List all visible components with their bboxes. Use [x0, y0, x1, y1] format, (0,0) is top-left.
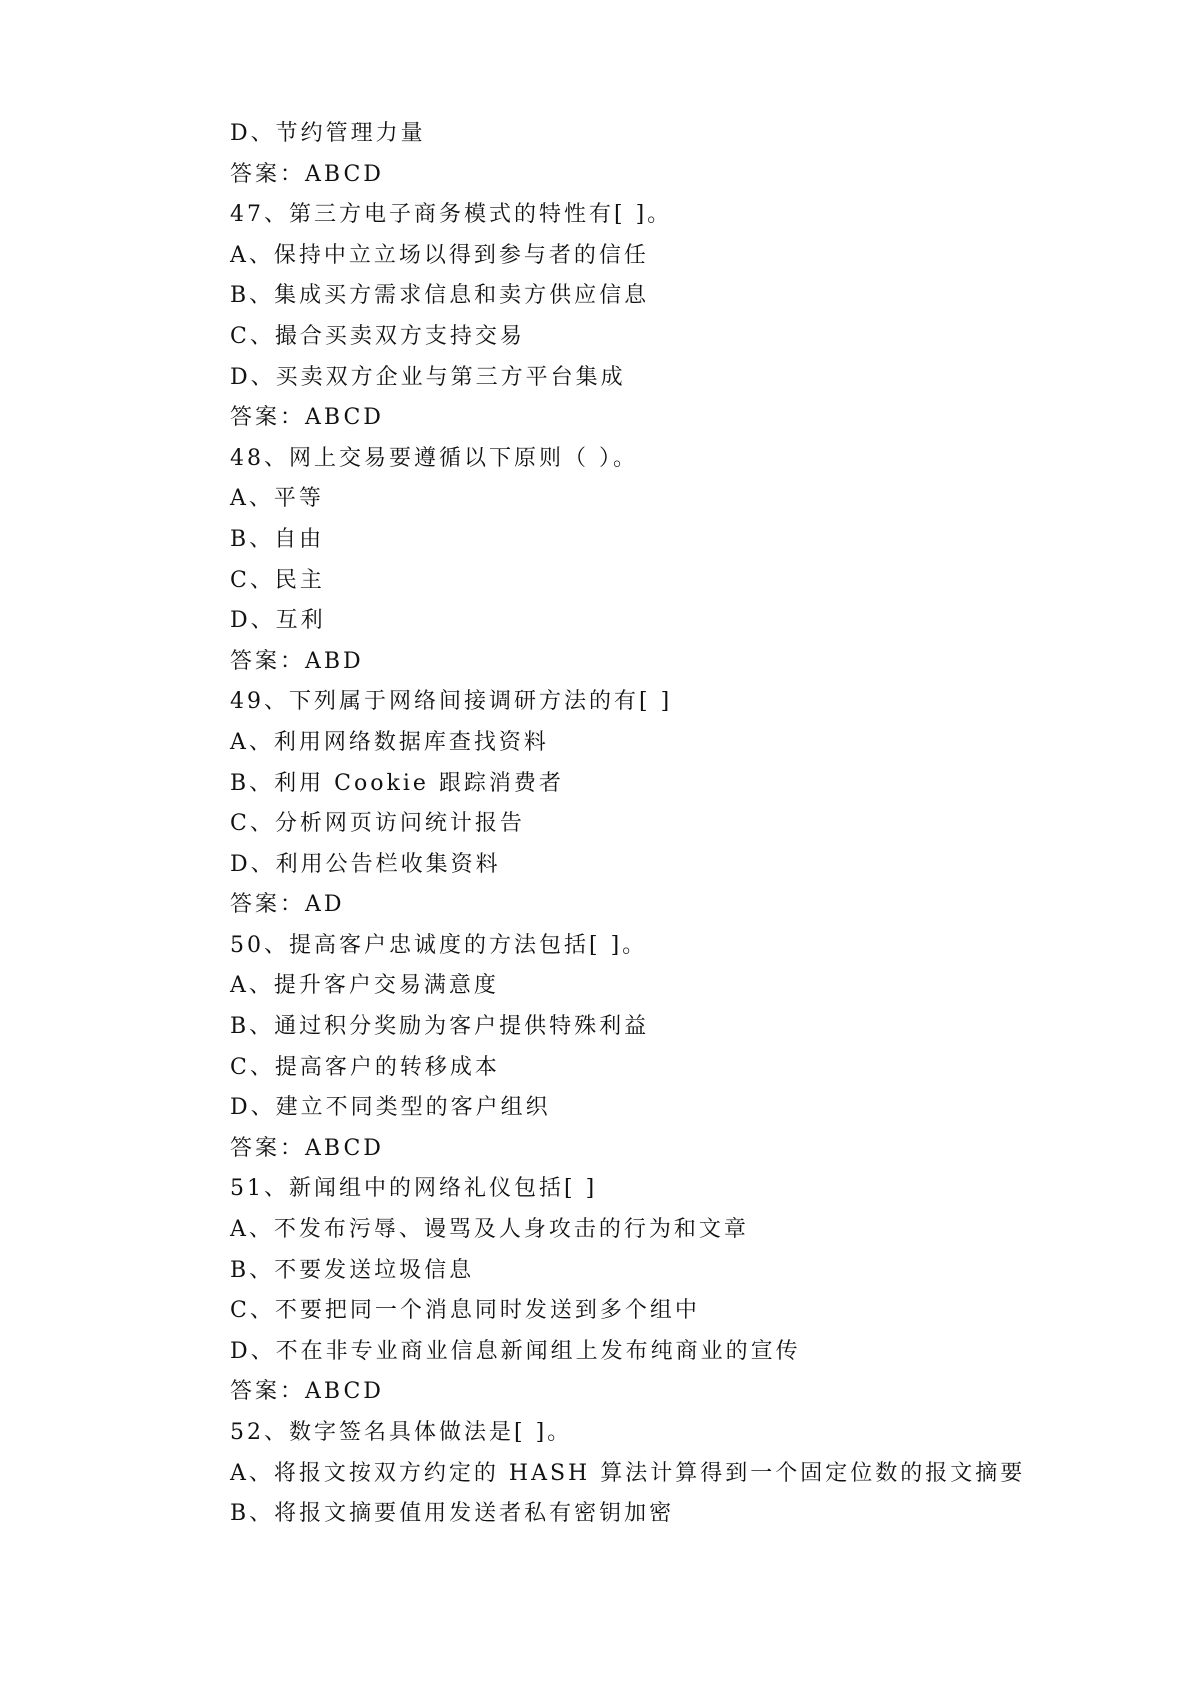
- option-line: A、平等: [230, 486, 324, 512]
- option-line: A、不发布污辱、谩骂及人身攻击的行为和文章: [230, 1217, 749, 1243]
- option-line: D、节约管理力量: [230, 121, 426, 146]
- question-line: 51、新闻组中的网络礼仪包括[ ]: [230, 1176, 598, 1202]
- option-line: D、互利: [230, 608, 326, 634]
- option-line: A、利用网络数据库查找资料: [230, 729, 549, 755]
- option-line: A、将报文按双方约定的 HASH 算法计算得到一个固定位数的报文摘要: [230, 1460, 1026, 1486]
- option-line: B、自由: [230, 526, 325, 552]
- question-line: 50、提高客户忠诚度的方法包括[ ]。: [230, 932, 648, 958]
- option-line: C、不要把同一个消息同时发送到多个组中: [230, 1298, 700, 1324]
- option-line: B、不要发送垃圾信息: [230, 1257, 475, 1283]
- question-line: 52、数字签名具体做法是[ ]。: [230, 1420, 573, 1445]
- answer-line: 答案：ABCD: [230, 161, 384, 187]
- option-line: B、通过积分奖励为客户提供特殊利益: [230, 1014, 650, 1040]
- option-line: B、利用 Cookie 跟踪消费者: [230, 770, 564, 796]
- option-line: B、将报文摘要值用发送者私有密钥加密: [230, 1501, 675, 1527]
- question-line: 48、网上交易要遵循以下原则（ ）。: [230, 445, 638, 471]
- option-line: D、利用公告栏收集资料: [230, 851, 501, 877]
- option-line: D、买卖双方企业与第三方平台集成: [230, 364, 626, 390]
- option-line: C、撮合买卖双方支持交易: [230, 323, 525, 349]
- answer-line: 答案：ABD: [230, 648, 364, 674]
- answer-line: 答案：ABCD: [230, 405, 384, 431]
- option-line: C、分析网页访问统计报告: [230, 811, 525, 837]
- option-line: C、提高客户的转移成本: [230, 1054, 500, 1080]
- option-line: C、民主: [230, 567, 325, 593]
- option-line: A、提升客户交易满意度: [230, 973, 499, 999]
- question-line: 47、第三方电子商务模式的特性有[ ]。: [230, 202, 673, 228]
- option-line: D、建立不同类型的客户组织: [230, 1095, 551, 1121]
- option-line: D、不在非专业商业信息新闻组上发布纯商业的宣传: [230, 1338, 801, 1364]
- answer-line: 答案：ABCD: [230, 1135, 384, 1161]
- document-page: [230, 114, 1130, 1535]
- answer-line: 答案：ABCD: [230, 1379, 384, 1405]
- option-line: A、保持中立立场以得到参与者的信任: [230, 242, 649, 268]
- answer-line: 答案：AD: [230, 892, 345, 918]
- question-line: 49、下列属于网络间接调研方法的有[ ]: [230, 689, 673, 715]
- option-line: B、集成买方需求信息和卖方供应信息: [230, 283, 650, 309]
